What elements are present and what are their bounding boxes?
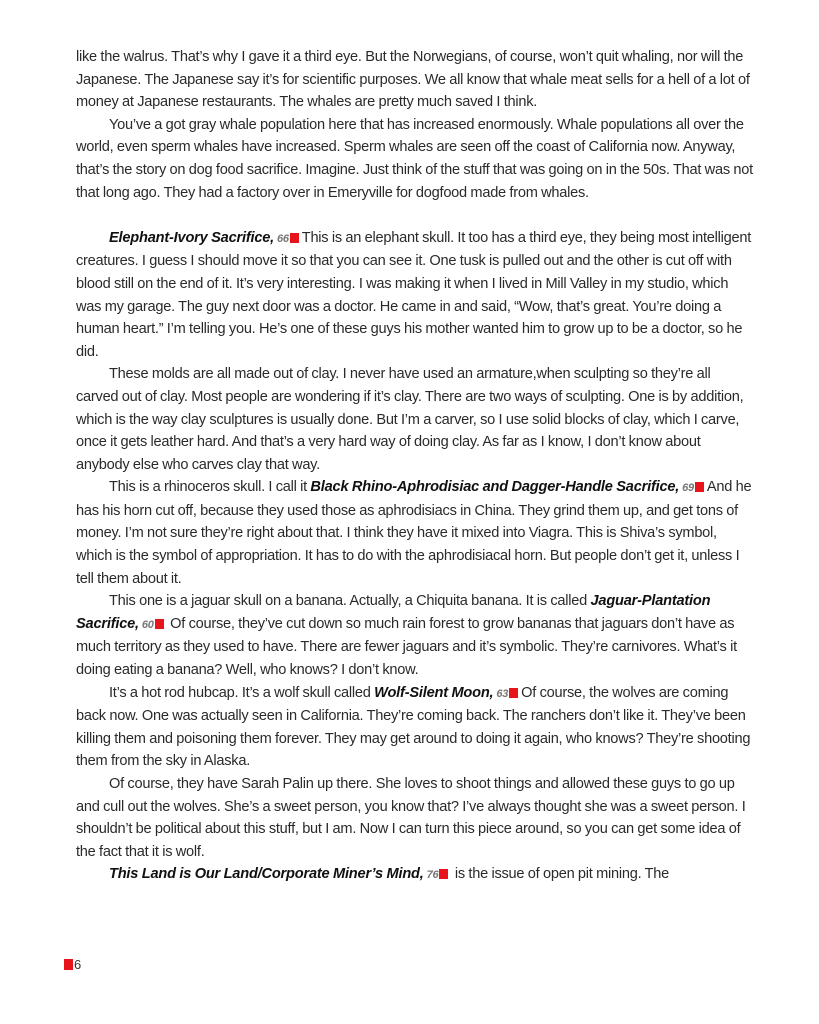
red-square-marker-icon <box>509 688 518 698</box>
red-square-marker-icon <box>290 233 299 243</box>
paragraph-gap <box>76 204 756 227</box>
page-body <box>76 46 756 887</box>
paragraph-wolf <box>76 682 756 773</box>
page-reference: 69 <box>682 482 694 495</box>
artwork-title: Jaguar-Plantation Sacrifice, <box>76 593 711 632</box>
page-footer <box>64 957 81 972</box>
page-reference: 66 <box>277 232 289 245</box>
paragraph-elephant <box>76 227 756 364</box>
paragraph-rhino <box>76 476 756 590</box>
page-number: 6 <box>74 957 82 972</box>
artwork-title: Wolf-Silent Moon, <box>374 684 494 701</box>
red-square-marker-icon <box>64 959 73 970</box>
paragraph-text: Of course, the wolves are coming back now. One was actually seen in California. They’re coming back. The ranchers don’t like it. They’ve been killing them and poisoning them forever. They may get around to doing it again, who knows? They’re shooting them from the sky in Alaska. <box>76 684 751 770</box>
paragraph-text: This one is a jaguar skull on a banana. Actually, a Chiquita banana. It is called <box>109 593 587 610</box>
paragraph-walrus <box>76 46 756 114</box>
page-reference: 76 <box>426 869 439 882</box>
paragraph-text: It’s a hot rod hubcap. It’s a wolf skull called <box>109 684 371 701</box>
paragraph-text: like the walrus. That’s why I gave it a third eye. But the Norwegians, of course, won’t quit whaling, nor will the Japanese. The Japanese say it’s for scientific purposes. We all know that whale meat sells for a hell of a lot of money at Japanese restaurants. The whales are pretty much saved I think. <box>76 49 750 111</box>
page-reference: 60 <box>141 618 154 631</box>
paragraph-mining <box>76 863 756 887</box>
paragraph-clay <box>76 363 756 476</box>
red-square-marker-icon <box>695 482 704 492</box>
paragraph-text: This is an elephant skull. It too has a third eye, they being most intelligent creatures. I guess I should move it so that you can see it. One tusk is pulled out and the other is cut off with blood still on the end of it. It’s very interesting. I was making it when I lived in Mill Valley in my studio, which was my garage. The guy next door was a doctor. He came in and said, “Wow, that’s great. You’re doing a human heart.” I’m telling you. He’s one of these guys his mother wanted him to grow up to be a doctor, so he did. <box>76 229 752 360</box>
paragraph-text: is the issue of open pit mining. The <box>451 866 670 883</box>
paragraph-gray-whale <box>76 114 756 204</box>
paragraph-palin <box>76 773 756 863</box>
paragraph-text: You’ve a got gray whale population here that has increased enormously. Whale populations all over the world, even sperm whales have increased. Sperm whales are seen off the coast of California now. Anyway, that’s the story on dog food sacrifice. Imagine. Just think of the stuff that was going on in the 50s. That was not that long ago. They had a factory over in Emeryville for dogfood made from whales. <box>76 116 753 201</box>
paragraph-text: These molds are all made out of clay. I never have used an armature,when sculpting so they’re all carved out of clay. Most people are wondering if it’s clay. There are two ways of sculpting. One is by addition, which is the way clay sculptures is usually done. But I’m a carver, so I use solid blocks of clay, which I carve, once it gets leather hard. And that’s a very hard way of doing clay. As far as I know, I don’t know about anybody else who carves clay that way. <box>76 366 744 473</box>
paragraph-text: Of course, they’ve cut down so much rain forest to grow bananas that jaguars don’t have as much territory as they used to have. There are fewer jaguars and it’s symbolic. They’re carnivores. What’s it doing eating a banana? Well, who knows? I don’t know. <box>76 615 737 679</box>
page-reference: 63 <box>496 687 509 700</box>
artwork-title: Black Rhino-Aphrodisiac and Dagger-Handle Sacrifice, <box>310 479 680 496</box>
red-square-marker-icon <box>155 619 164 629</box>
paragraph-jaguar <box>76 590 756 681</box>
artwork-title: This Land is Our Land/Corporate Miner’s Mind, <box>109 866 424 883</box>
red-square-marker-icon <box>439 869 448 879</box>
paragraph-text: Of course, they have Sarah Palin up there. She loves to shoot things and allowed these guys to go up and cull out the wolves. She’s a sweet person, you know that? I’ve always thought she was a sweet person. I shouldn’t be political about this stuff, but I am. Now I can turn this piece around, so you can get some idea of the fact that it is wolf. <box>76 776 746 860</box>
paragraph-text: And he has his horn cut off, because they used those as aphrodisiacs in China. They grind them up, and get tons of money. I’m not sure they’re right about that. I think they have it mixed into Viagra. This is Shiva’s symbol, which is the symbol of appropriation. It has to do with the aphrodisiacal horn. But people don’t get it, unless I tell them about it. <box>76 479 752 587</box>
artwork-title: Elephant-Ivory Sacrifice, <box>109 229 275 246</box>
paragraph-text: This is a rhinoceros skull. I call it <box>109 479 307 496</box>
